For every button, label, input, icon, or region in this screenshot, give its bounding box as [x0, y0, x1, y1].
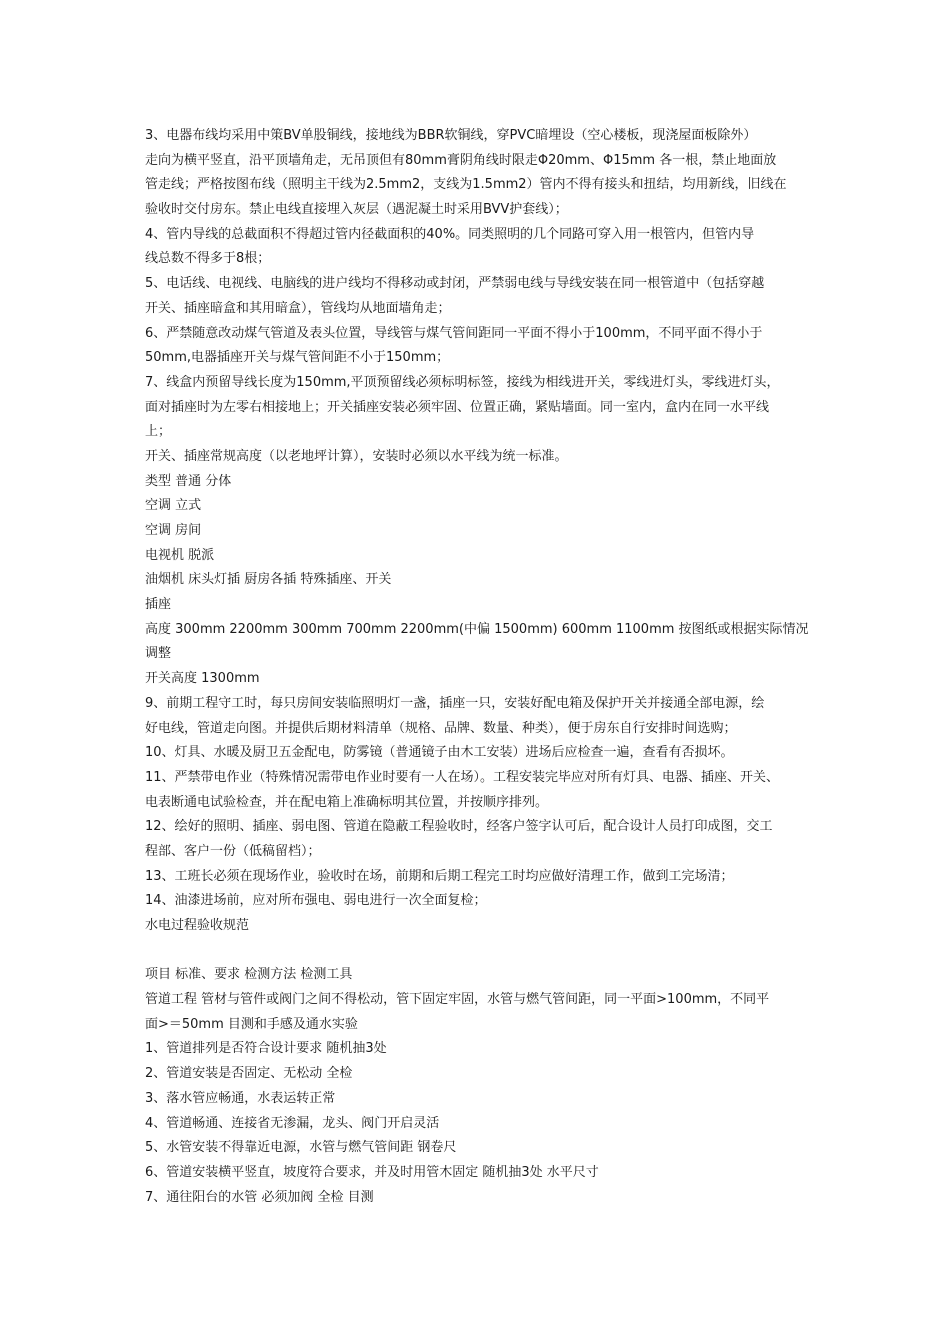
text-line: 13、工班长必须在现场作业，验收时在场，前期和后期工程完工时均应做好清理工作，做到工完场清； [145, 868, 734, 884]
text-line: 上； [145, 424, 172, 440]
text-line: 14、油漆进场前，应对所布强电、弱电进行一次全面复检； [145, 893, 487, 909]
text-line: 空调 房间 [145, 523, 202, 538]
text-line: 6、严禁随意改动煤气管道及表头位置，导线管与煤气管间距同一平面不得小于100mm，不同平面不得小于 [145, 325, 763, 341]
text-line: 管道工程 管材与管件或阀门之间不得松动，管下固定牢固，水管与燃气管间距，同一平面>100mm，不同平 [145, 992, 770, 1008]
text-line: 插座 [145, 597, 172, 613]
document-body [145, 124, 815, 1210]
text-line: 好电线，管道走向图。并提供后期材料清单（规格、品牌、数量、种类），便于房东自行安排时间选购； [145, 720, 737, 736]
text-line: 开关、插座常规高度（以老地坪计算），安装时必须以水平线为统一标准。 [145, 448, 568, 464]
text-line: 5、水管安装不得靠近电源，水管与燃气管间距 钢卷尺 [145, 1140, 457, 1156]
text-line: 水电过程验收规范 [145, 918, 250, 933]
text-line: 管走线；严格按图布线（照明主干线为2.5mm2，支线为1.5mm2）管内不得有接头和扭结，均用新线，旧线在 [145, 177, 787, 193]
text-line: 开关高度 1300mm [145, 671, 260, 687]
text-line: 线总数不得多于8根； [145, 251, 271, 267]
text-line: 11、严禁带电作业（特殊情况需带电作业时要有一人在场）。工程安装完毕应对所有灯具、电器、插座、开关、 [145, 769, 780, 785]
text-line: 12、绘好的照明、插座、弱电图、管道在隐蔽工程验收时，经客户签字认可后，配合设计人员打印成图，交工 [145, 819, 773, 835]
text-line: 类型 普通 分体 [145, 473, 232, 489]
text-line: 4、管内导线的总截面积不得超过管内径截面积的40%。同类照明的几个同路可穿入用一根管内，但管内导 [145, 226, 755, 242]
blank-line [145, 939, 815, 964]
text-line: 验收时交付房东。禁止电线直接埋入灰层（遇泥凝土时采用BVV护套线）； [145, 202, 568, 218]
text-line: 电表断通电试验检查，并在配电箱上准确标明其位置，并按顺序排列。 [145, 794, 549, 810]
text-line: 50mm,电器插座开关与煤气管间距不小于150mm； [145, 350, 450, 366]
text-line: 1、管道排列是否符合设计要求 随机抽3处 [145, 1041, 387, 1057]
text-line: 调整 [145, 646, 172, 662]
text-line: 项目 标准、要求 检测方法 检测工具 [145, 967, 353, 983]
text-line: 3、电器布线均采用中策BV单股铜线，接地线为BBR软铜线，穿PVC暗埋设（空心楼板，现浇屋面板除外） [145, 128, 757, 143]
text-line: 10、灯具、水暖及厨卫五金配电，防雾镜（普通镜子由木工安装）进场后应检查一遍，查看有否损坏。 [145, 745, 734, 761]
text-line: 7、线盒内预留导线长度为150mm,平顶预留线必须标明标签，接线为相线进开关，零线进灯头，零线进灯头， [145, 374, 780, 390]
text-line: 6、管道安装横平竖直，坡度符合要求，并及时用管木固定 随机抽3处 水平尺寸 [145, 1164, 599, 1180]
text-line: 开关、插座暗盒和其用暗盒），管线均从地面墙角走； [145, 300, 451, 316]
text-line: 5、电话线、电视线、电脑线的进户线均不得移动或封闭，严禁弱电线与导线安装在同一根管道中（包括穿越 [145, 276, 765, 292]
text-line: 3、落水管应畅通，水表运转正常 [145, 1090, 336, 1106]
text-line: 程部、客户一份（低稿留档）； [145, 843, 321, 859]
text-line: 高度 300mm 2200mm 300mm 700mm 2200mm(中偏 1500mm) 600mm 1100mm 按图纸或根据实际情况 [145, 621, 809, 637]
text-line: 油烟机 床头灯插 厨房各插 特殊插座、开关 [145, 572, 392, 588]
text-line: 面对插座时为左零右相接地上；开关插座安装必须牢固、位置正确，紧贴墙面。同一室内，盒内在同一水平线 [145, 399, 770, 415]
text-line: 7、通往阳台的水管 必须加阀 全检 目测 [145, 1189, 374, 1205]
text-line: 面>＝50mm 目测和手感及通水实验 [145, 1016, 358, 1032]
text-line: 2、管道安装是否固定、无松动 全检 [145, 1066, 353, 1082]
text-line: 4、管道畅通、连接省无渗漏，龙头、阀门开启灵活 [145, 1115, 440, 1131]
text-line: 走向为横平竖直，沿平顶墙角走，无吊顶但有80mm膏阴角线时限走Φ20mm、Φ15mm 各一根，禁止地面放 [145, 152, 777, 168]
text-line: 9、前期工程守工时，每只房间安装临照明灯一盏，插座一只，安装好配电箱及保护开关并接通全部电源，绘 [145, 695, 765, 711]
text-line: 电视机 脱派 [145, 547, 215, 563]
text-line: 空调 立式 [145, 498, 202, 514]
